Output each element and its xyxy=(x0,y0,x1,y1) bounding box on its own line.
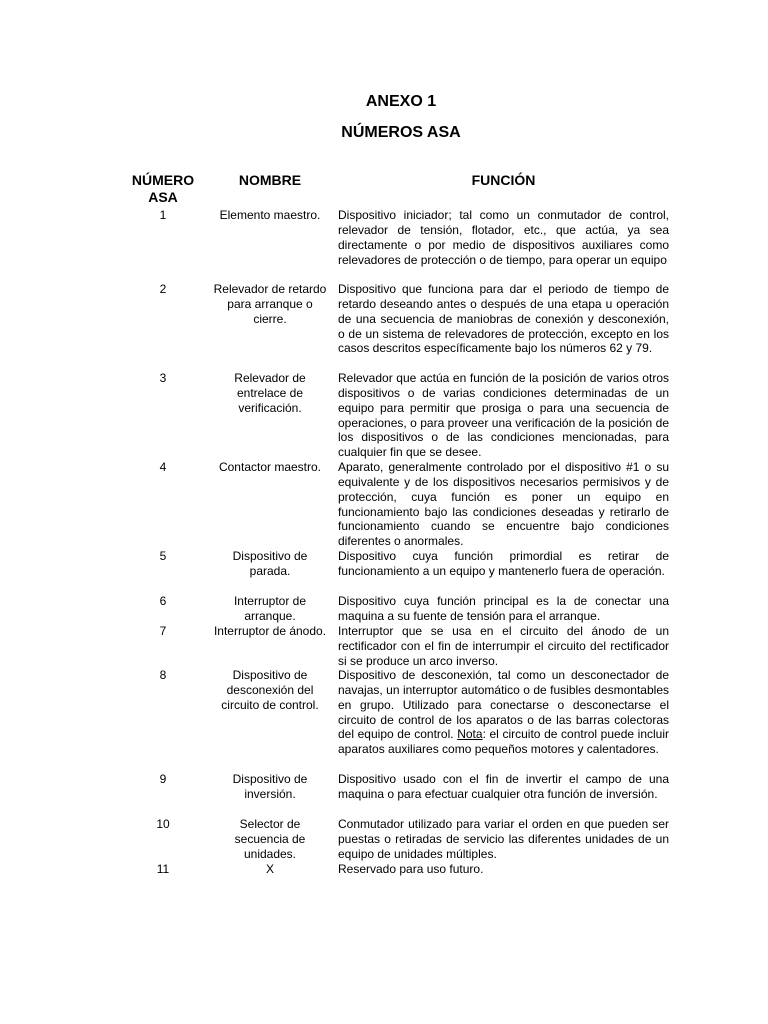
column-header-function: FUNCIÓN xyxy=(471,172,536,188)
row-name: Interruptor de arranque. xyxy=(233,594,307,623)
row-function-text: Dispositivo de desconexión, tal como un desconectador de navajas, un interruptor automático o de fusibles desmontables en grupo. Utilizado para conectarse o desconectarse el circuito de control de los aparatos o de las barras colectoras del equipo de control. xyxy=(338,668,669,742)
row-function: Aparato, generalmente controlado por el dispositivo #1 o su equivalente y de los dispositivos necesarios permisivos y de protección, cuya función es poner un equipo en funcionamiento bajo las condiciones deseadas y retirarlo de funcionamiento cuando se encuentre bajo condiciones diferentes o anormales. xyxy=(338,460,669,549)
row-function-note-text: : el circuito de control puede incluir aparatos auxiliares como pequeños motores y calentadores. xyxy=(338,727,669,757)
row-number: 11 xyxy=(156,862,170,876)
table-title: NÚMEROS ASA xyxy=(341,124,461,141)
row-function: Dispositivo que funciona para dar el periodo de tiempo de retardo deseando antes o después de una etapa u operación de una secuencia de maniobras de conexión y desconexión, o de un sistema de relevadores de protección, excepto en los casos descritos específicamente bajo los números 62 y 79. xyxy=(338,282,669,356)
row-name: Dispositivo de inversión. xyxy=(232,772,308,801)
row-number: 8 xyxy=(159,668,167,682)
note-label: Nota xyxy=(457,727,483,742)
row-name: Contactor maestro. xyxy=(218,460,322,474)
row-name: X xyxy=(265,862,274,876)
row-name: Relevador de entrelace de verificación. xyxy=(234,371,306,415)
row-function: Dispositivo cuya función principal es la de conectar una maquina a su fuente de tensión para el arranque. xyxy=(338,594,669,623)
row-number: 6 xyxy=(159,594,167,608)
row-function: Interruptor que se usa en el circuito del ánodo de un rectificador con el fin de interrumpir el circuito del rectificador si se produce un arco inverso. xyxy=(338,624,669,668)
row-function: Dispositivo cuya función primordial es retirar de funcionamiento a un equipo y mantenerlo fuera de operación. xyxy=(338,549,669,578)
row-function: Reservado para uso futuro. xyxy=(338,862,484,876)
column-header-number-label: NÚMERO ASA xyxy=(131,172,195,205)
row-function: Relevador que actúa en función de la posición de varios otros dispositivos o de varias condiciones determinadas de un equipo para permitir que prosiga o para una secuencia de operaciones, o para proveer una verificación de la posición de los dispositivos o de las condiciones mencionadas, para cualquier fin que se desee. xyxy=(338,371,669,460)
row-function: Dispositivo iniciador; tal como un conmutador de control, relevador de tensión, flotador, etc., que actúa, ya sea directamente o por medio de dispositivos auxiliares como relevadores de protección o de tiempo, para operar un equipo xyxy=(338,208,669,267)
annex-title: ANEXO 1 xyxy=(365,93,437,110)
row-name: Relevador de retardo para arranque o cierre. xyxy=(213,282,327,326)
row-number: 9 xyxy=(159,772,167,786)
row-number: 5 xyxy=(159,549,167,563)
row-function: Dispositivo usado con el fin de invertir el campo de una maquina o para efectuar cualquier otra función de inversión. xyxy=(338,772,669,801)
row-number: 4 xyxy=(159,460,167,474)
row-name: Interruptor de ánodo. xyxy=(213,624,327,638)
column-header-name: NOMBRE xyxy=(238,172,302,188)
row-name: Selector de secuencia de unidades. xyxy=(234,817,306,861)
row-name: Dispositivo de parada. xyxy=(232,549,308,578)
row-number: 2 xyxy=(159,282,167,296)
row-function: Conmutador utilizado para variar el orden en que pueden ser puestas o retiradas de servicio las diferentes unidades de un equipo de unidades múltiples. xyxy=(338,817,669,861)
row-number: 1 xyxy=(159,208,167,222)
column-header-number xyxy=(124,172,202,206)
row-name: Elemento maestro. xyxy=(219,208,321,222)
row-function xyxy=(338,668,669,757)
row-number: 10 xyxy=(156,817,170,831)
row-number: 7 xyxy=(159,624,167,638)
row-name: Dispositivo de desconexión del circuito de control. xyxy=(221,668,319,712)
row-number: 3 xyxy=(159,371,167,385)
